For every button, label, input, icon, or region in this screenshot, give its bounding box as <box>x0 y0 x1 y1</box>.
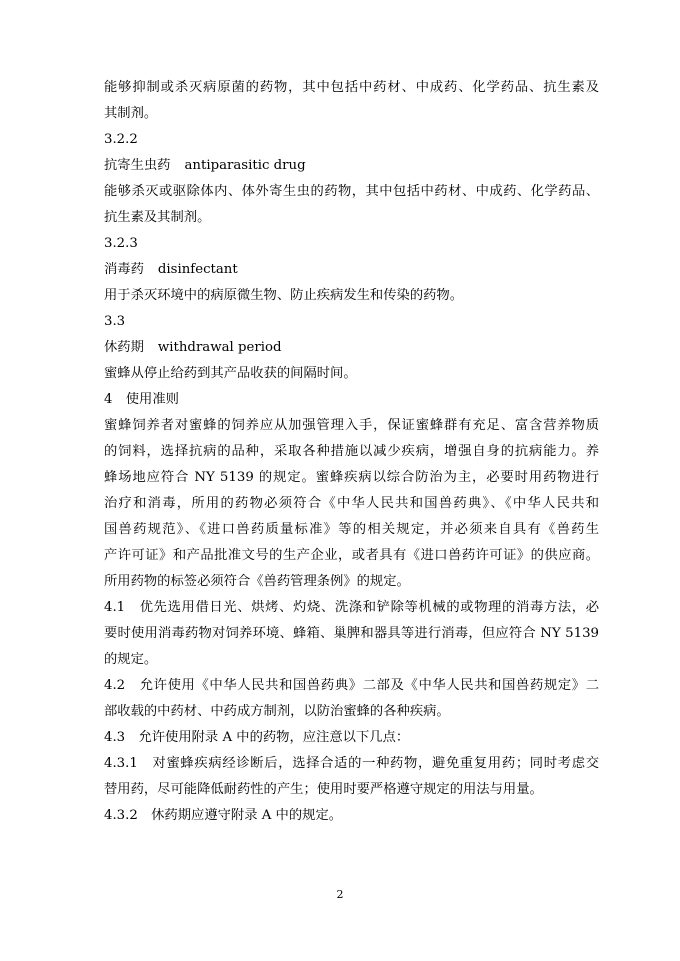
text-line: 的饲料，选择抗病的品种，采取各种措施以减少疾病，增强自身的抗病能力。养 <box>104 444 599 459</box>
text-line: 能够抑制或杀灭病原菌的药物，其中包括中药材、中成药、化学药品、抗生素及 <box>104 80 599 95</box>
text-line: 产许可证》和产品批准文号的生产企业，或者具有《进口兽药许可证》的供应商。 <box>104 548 599 563</box>
term-heading <box>104 153 599 179</box>
text-line: 国兽药规范》、《进口兽药质量标准》等的相关规定，并必须来自具有《兽药生 <box>104 522 599 537</box>
text-line: 的规定。 <box>104 652 158 667</box>
text-line: 4.3.2 休药期应遵守附录 A 中的规定。 <box>104 808 343 823</box>
text-line: 4.3.1 对蜜蜂疾病经诊断后，选择合适的一种药物，避免重复用药；同时考虑交 <box>104 756 599 771</box>
text-line: 抗生素及其制剂。 <box>104 210 211 225</box>
section-heading: 4 使用准则 <box>104 392 179 407</box>
text-line: 蜜蜂从停止给药到其产品收获的间隔时间。 <box>104 366 357 381</box>
text-line: 能够杀灭或驱除体内、体外寄生虫的药物，其中包括中药材、中成药、化学药品、 <box>104 184 599 199</box>
text-line: 蜂场地应符合 NY 5139 的规定。蜜蜂疾病以综合防治为主，必要时用药物进行 <box>104 470 599 485</box>
section-number: 3.2.2 <box>104 132 138 147</box>
term-zh: 休药期 <box>104 340 144 355</box>
text-line: 所用药物的标签必须符合《兽药管理条例》的规定。 <box>104 574 410 589</box>
term-heading <box>104 257 599 283</box>
text-line: 替用药，尽可能降低耐药性的产生；使用时要严格遵守规定的用法与用量。 <box>104 782 543 797</box>
text-line: 4.1 优先选用借日光、烘烤、灼烧、洗涤和铲除等机械的或物理的消毒方法，必 <box>104 600 599 615</box>
text-line: 部收载的中药材、中药成方制剂，以防治蜜蜂的各种疾病。 <box>104 704 450 719</box>
term-heading <box>104 335 599 361</box>
section-number: 3.2.3 <box>104 236 138 251</box>
text-line: 蜜蜂饲养者对蜜蜂的饲养应从加强管理入手，保证蜜蜂群有充足、富含营养物质 <box>104 418 599 433</box>
text-line: 要时使用消毒药物对饲养环境、蜂箱、巢脾和器具等进行消毒，但应符合 NY 5139 <box>104 626 599 641</box>
text-line: 用于杀灭环境中的病原微生物、防止疾病发生和传染的药物。 <box>104 288 464 303</box>
text-line: 4.2 允许使用《中华人民共和国兽药典》二部及《中华人民共和国兽药规定》二 <box>104 678 599 693</box>
term-zh: 消毒药 <box>104 262 144 277</box>
term-en: withdrawal period <box>157 340 282 355</box>
text-line: 治疗和消毒，所用的药物必须符合《中华人民共和国兽药典》、《中华人民共和 <box>104 496 599 511</box>
text-line: 其制剂。 <box>104 106 158 121</box>
term-en: antiparasitic drug <box>184 158 306 173</box>
text-line: 4.3 允许使用附录 A 中的药物，应注意以下几点： <box>104 730 410 745</box>
term-zh: 抗寄生虫药 <box>104 158 171 173</box>
term-en: disinfectant <box>157 262 238 277</box>
section-number: 3.3 <box>104 314 126 329</box>
document-body <box>104 75 599 829</box>
page-number: 2 <box>336 888 344 901</box>
